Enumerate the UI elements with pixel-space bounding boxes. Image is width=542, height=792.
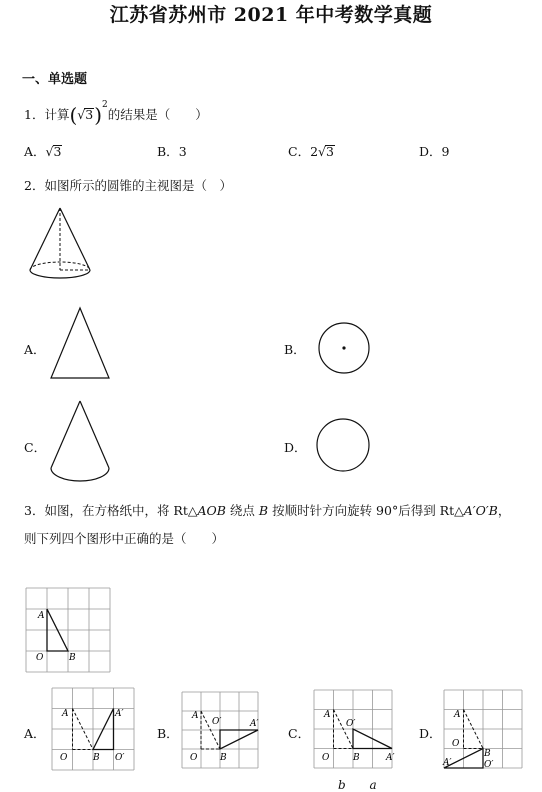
svg-text:O′: O′: [484, 760, 494, 770]
svg-text:B: B: [353, 753, 360, 763]
question-3-line-1: [24, 501, 510, 519]
q3-aob: AOB: [197, 503, 226, 518]
q3-a1ob: A′O′B: [463, 503, 498, 518]
svg-text:O′: O′: [115, 753, 125, 763]
question-1: [24, 100, 208, 127]
svg-text:A′: A′: [250, 719, 259, 729]
radical-sign: √: [318, 144, 326, 159]
q1-option-c[interactable]: [288, 142, 335, 160]
close-paren: ): [94, 103, 102, 127]
radicand: 3: [53, 144, 62, 159]
q3-point-b: B: [258, 503, 269, 518]
question-1-number: 1．计算: [24, 107, 70, 122]
q3-text: 绕点: [225, 503, 259, 518]
page-title: 江苏省苏州市 2021 年中考数学真题: [109, 4, 433, 26]
q3-text: 按顺时针方向旋转 90°后得到 Rt△: [268, 503, 464, 518]
svg-text:B: B: [484, 749, 491, 759]
cone-figure: [24, 204, 96, 286]
label-a: A: [38, 611, 45, 621]
svg-text:A: A: [454, 710, 461, 720]
option-label: B．: [157, 144, 179, 159]
q3-text: 3．如图，在方格纸中，将 Rt△: [24, 503, 198, 518]
svg-text:A′: A′: [115, 709, 124, 719]
q3-option-c[interactable]: C．: [288, 726, 311, 741]
question-2: 2．如图所示的圆锥的主视图是（ ）: [24, 178, 232, 193]
exponent: 2: [102, 100, 108, 110]
svg-text:A: A: [324, 710, 331, 720]
option-label: C．: [288, 144, 311, 159]
q3-option-c-figure: [310, 686, 400, 772]
q3-option-d[interactable]: D．: [419, 726, 442, 741]
svg-text:O′: O′: [346, 719, 356, 729]
q1-option-a[interactable]: [24, 142, 62, 160]
radical-sign: √: [77, 107, 86, 122]
circle-view: [314, 416, 372, 474]
radicand: 3: [85, 107, 94, 122]
svg-text:A: A: [192, 711, 199, 721]
radicand: 3: [326, 144, 334, 159]
q2-option-d[interactable]: D．: [284, 440, 307, 455]
radical-sign: √: [45, 144, 54, 159]
option-value: 9: [441, 144, 450, 159]
q2-option-b[interactable]: B．: [284, 342, 306, 357]
q1-option-d[interactable]: [419, 142, 449, 160]
q3-option-b[interactable]: B．: [157, 726, 179, 741]
q3-text: ，: [497, 503, 511, 518]
coefficient: 2: [310, 144, 319, 159]
q2-option-c[interactable]: C．: [24, 440, 47, 455]
option-label: D．: [419, 144, 442, 159]
option-label: A．: [24, 144, 46, 159]
label-o: O: [36, 653, 44, 663]
option-value: 3: [178, 144, 187, 159]
svg-text:A: A: [62, 709, 69, 719]
q3-option-b-figure: [178, 688, 266, 772]
question-1-tail: 的结果是（ ）: [107, 107, 208, 122]
svg-text:O: O: [322, 753, 330, 763]
svg-text:O′: O′: [212, 717, 222, 727]
cone-side-view: [48, 398, 112, 488]
svg-text:B: B: [93, 753, 100, 763]
svg-text:A′: A′: [386, 753, 395, 763]
svg-text:O: O: [452, 739, 460, 749]
open-paren: (: [69, 103, 78, 127]
q2-option-a[interactable]: A．: [24, 342, 46, 357]
label-b: B: [69, 653, 76, 663]
q3-option-a-figure: [48, 684, 138, 774]
question-3-line-2: 则下列四个图形中正确的是（ ）: [24, 531, 225, 546]
q3-option-d-figure: [440, 686, 530, 772]
svg-text:O: O: [190, 753, 198, 763]
q3-option-a[interactable]: A．: [24, 726, 46, 741]
svg-text:A′: A′: [443, 758, 452, 768]
cropped-text-fragment: b a: [338, 778, 387, 792]
q3-reference-grid: [22, 584, 112, 674]
triangle-view: [48, 306, 112, 382]
svg-text:O: O: [60, 753, 68, 763]
circle-with-center-view: [316, 320, 372, 376]
svg-text:B: B: [220, 753, 227, 763]
section-heading: 一、单选题: [22, 72, 88, 87]
q1-option-b[interactable]: [157, 142, 187, 160]
